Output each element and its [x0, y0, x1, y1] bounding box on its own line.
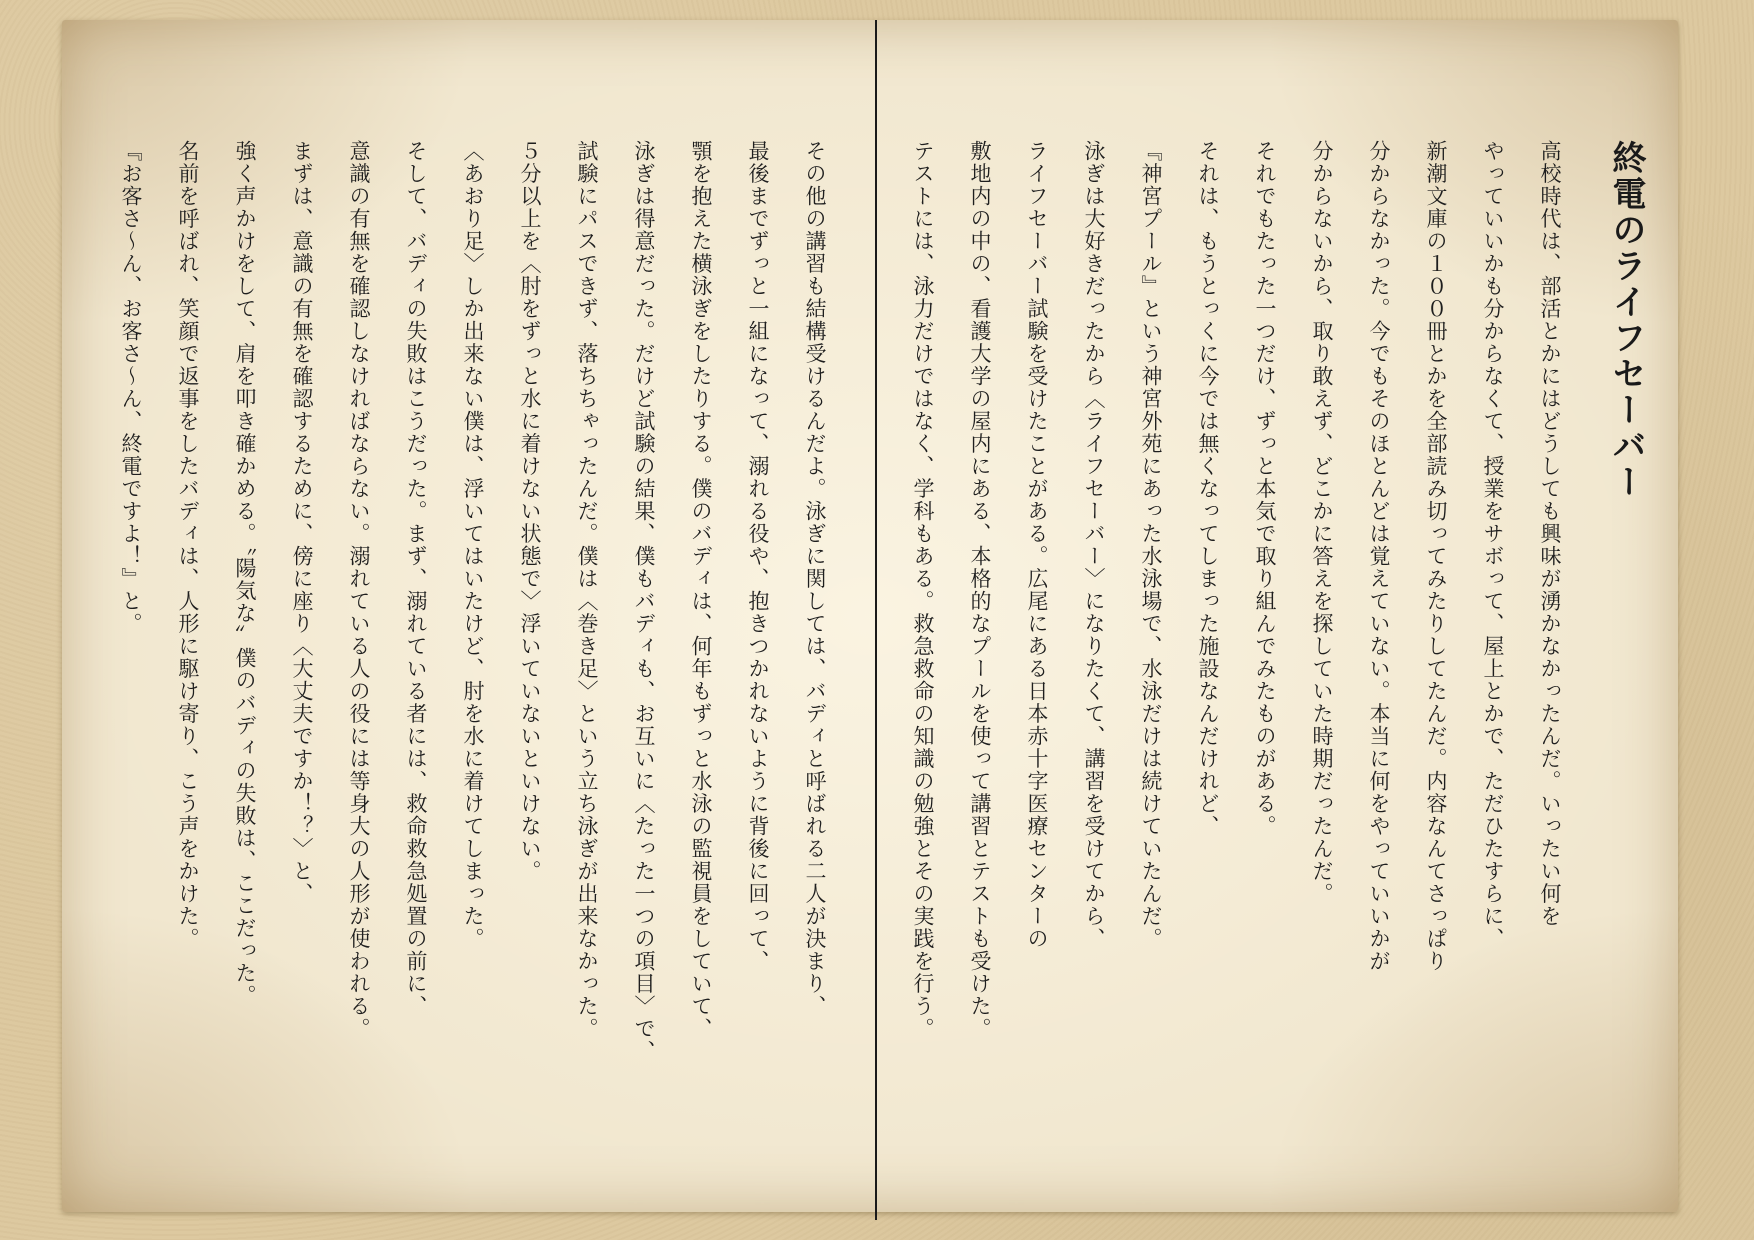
left-text-column: [102, 140, 843, 1220]
text-line: 名前を呼ばれ、笑顔で返事をしたバディは、人形に駆け寄り、こう声をかけた。: [176, 140, 200, 950]
text-line: 『神宮プール』という神宮外苑にあった水泳場で、水泳だけは続けていたんだ。: [1139, 140, 1163, 950]
text-line: そして、バディの失敗はこうだった。まず、溺れている者には、救命救急処置の前に、: [404, 140, 428, 1018]
text-line: 顎を抱えた横泳ぎをしたりする。僕のバディは、何年もずっと水泳の監視員をしていて、: [689, 140, 713, 1040]
text-line: 分からなかった。今でもそのほとんどは覚えていない。本当に何をやっていいかが: [1367, 140, 1391, 973]
text-line: 敷地内の中の、看護大学の屋内にある、本格的なプールを使って講習とテストも受けた。: [968, 140, 992, 1040]
page-divider-line: [875, 20, 877, 1220]
text-line: ５分以上を〈肘をずっと水に着けない状態で〉浮いていないといけない。: [518, 140, 542, 883]
text-line: 〈あおり足〉しか出来ない僕は、浮いてはいたけど、肘を水に着けてしまった。: [461, 140, 485, 950]
text-line: それでもたった一つだけ、ずっと本気で取り組んでみたものがある。: [1253, 140, 1277, 838]
text-line: まずは、意識の有無を確認するために、傍に座り〈大丈夫ですか！？〉と、: [290, 140, 314, 905]
text-line: 『お客さ〜ん、お客さ〜ん、終電ですよ！』と。: [119, 140, 143, 635]
text-line: 強く声かけをして、肩を叩き確かめる。〝陽気な〟僕のバディの失敗は、ここだった。: [233, 140, 257, 1007]
text-line: 分からないから、取り敢えず、どこかに答えを探していた時期だったんだ。: [1310, 140, 1334, 905]
right-text-column: [894, 140, 1578, 1220]
page-title: 終電のライフセーバー: [1606, 140, 1646, 500]
text-line: 泳ぎは大好きだったから〈ライフセーバー〉になりたくて、講習を受けてから、: [1082, 140, 1106, 950]
text-line: 高校時代は、部活とかにはどうしても興味が湧かなかったんだ。いったい何を: [1538, 140, 1562, 928]
text-line: ライフセーバー試験を受けたことがある。広尾にある日本赤十字医療センターの: [1025, 140, 1049, 950]
text-line: 最後までずっと一組になって、溺れる役や、抱きつかれないように背後に回って、: [746, 140, 770, 973]
text-line: その他の講習も結構受けるんだよ。泳ぎに関しては、バディと呼ばれる二人が決まり、: [803, 140, 827, 1018]
text-line: やっていいかも分からなくて、授業をサボって、屋上とかで、ただひたすらに、: [1481, 140, 1505, 950]
text-line: テストには、泳力だけではなく、学科もある。救急救命の知識の勉強とその実践を行う。: [911, 140, 935, 1040]
text-line: それは、もうとっくに今では無くなってしまった施設なんだけれど、: [1196, 140, 1220, 838]
text-line: 意識の有無を確認しなければならない。溺れている人の役には等身大の人形が使われる。: [347, 140, 371, 1040]
text-line: 泳ぎは得意だった。だけど試験の結果、僕もバディも、お互いに〈たった一つの項目〉で、: [632, 140, 656, 1063]
text-line: 新潮文庫の１００冊とかを全部読み切ってみたりしてたんだ。内容なんてさっぱり: [1424, 140, 1448, 973]
text-line: 試験にパスできず、落ちちゃったんだ。僕は〈巻き足〉という立ち泳ぎが出来なかった。: [575, 140, 599, 1040]
